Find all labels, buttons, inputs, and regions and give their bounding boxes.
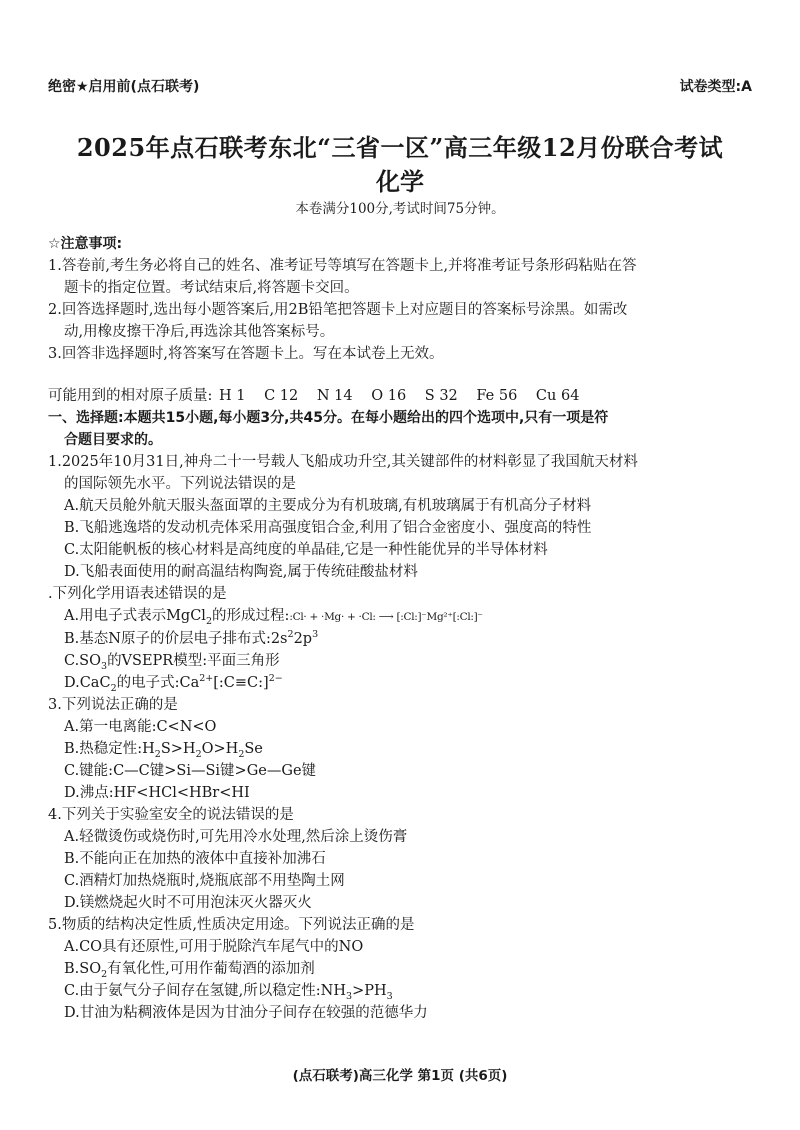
q2-option-a: A.用电子式表示MgCl$_2$的形成过程::Cl· + ·Mg· + ·Cl: ⟶ [:Cl:]⁻Mg²⁺[:Cl:]⁻ (64, 608, 483, 627)
notes-heading: ☆注意事项: (48, 236, 123, 252)
note-line: 3.回答非选择题时,将答案写在答题卡上。写在本试卷上无效。 (48, 346, 444, 362)
section-heading-cont: 合题目要求的。 (64, 432, 162, 448)
note-line: 2.回答选择题时,选出每小题答案后,用2B铅笔把答题卡上对应题目的答案标号涂黑。如需改 (48, 302, 628, 318)
q1-option-b: B.飞船逃逸塔的发动机壳体采用高强度铝合金,利用了铝合金密度小、强度高的特性 (64, 520, 592, 536)
atomic-mass-value: Cu 64 (535, 388, 580, 404)
q5-option-b: $B.SO_2$有氧化性,可用作葡萄酒的添加剂 (64, 961, 315, 980)
q2-stem: .下列化学用语表述错误的是 (48, 586, 227, 602)
q1-stem-cont: 的国际领先水平。下列说法错误的是 (64, 476, 296, 492)
q2-option-d: D.CaC$_2$的电子式$:Ca^{2+}[:C\equiv C:]^{2-}$ (64, 673, 283, 694)
atomic-mass-value: N 14 (316, 388, 353, 404)
atomic-masses-label: 可能用到的相对原子质量: (48, 388, 213, 404)
atomic-mass-value: S 32 (424, 388, 458, 404)
note-line: 题卡的指定位置。考试结束后,将答题卡交回。 (64, 280, 359, 296)
q1-option-a: A.航天员舱外航天服头盔面罩的主要成分为有机玻璃,有机玻璃属于有机高分子材料 (64, 498, 592, 514)
note-line: 1.答卷前,考生务必将自己的姓名、准考证号等填写在答题卡上,并将准考证号条形码粘贴在答 (48, 258, 637, 274)
q3-option-d: D.沸点:HF<HCl<HBr<HI (64, 785, 250, 801)
atomic-masses (48, 385, 752, 407)
q1-option-c: C.太阳能帆板的核心材料是高纯度的单晶硅,它是一种性能优异的半导体材料 (64, 542, 548, 558)
q1-option-d: D.飞船表面使用的耐高温结构陶瓷,属于传统硅酸盐材料 (64, 564, 418, 580)
exam-title: 2025年点石联考东北“三省一区”高三年级12月份联合考试 (76, 133, 724, 162)
q5-stem: 5.物质的结构决定性质,性质决定用途。下列说法正确的是 (48, 917, 415, 933)
note-line: 动,用橡皮擦干净后,再选涂其他答案标号。 (64, 324, 335, 340)
q4-option-b: B.不能向正在加热的液体中直接补加沸石 (64, 851, 326, 867)
exam-body (48, 233, 752, 1024)
q5-option-c: C.由于氨气分子间存在氢键,所以稳定性$:NH_3>PH_3$ (64, 983, 393, 1002)
atomic-mass-value: Fe 56 (476, 388, 518, 404)
atomic-mass-value: H 1 (219, 388, 246, 404)
page-footer: (点石联考)高三化学 第1页 (共6页) (292, 1068, 508, 1084)
q4-stem: 4.下列关于实验室安全的说法错误的是 (48, 807, 294, 823)
q3-option-a: A.第一电离能:C<N<O (64, 719, 217, 735)
q4-option-d: D.镁燃烧起火时不可用泡沫灭火器灭火 (64, 895, 312, 911)
atomic-mass-value: C 12 (264, 388, 299, 404)
exam-info: 本卷满分100分,考试时间75分钟。 (295, 201, 505, 217)
confidential-label: 绝密★启用前(点石联考) (48, 79, 200, 95)
subject-title: 化学 (376, 167, 424, 196)
paper-type-label: 试卷类型:A (679, 79, 752, 95)
q3-option-b: B.热稳定性$:H_2S>H_2O>H_2Se$ (64, 741, 263, 760)
q4-option-c: C.酒精灯加热烧瓶时,烧瓶底部不用垫陶土网 (64, 873, 345, 889)
q5-option-a: A.CO具有还原性,可用于脱除汽车尾气中的NO (64, 939, 364, 955)
electron-formula: :Cl· + ·Mg· + ·Cl: ⟶ [:Cl:]⁻Mg²⁺[:Cl:]⁻ (289, 611, 483, 623)
q4-option-a: A.轻微烫伤或烧伤时,可先用冷水处理,然后涂上烫伤膏 (64, 829, 408, 845)
q2-option-c: $C.SO_3$的VSEPR模型:平面三角形 (64, 653, 280, 672)
q1-stem: 1.2025年10月31日,神舟二十一号载人飞船成功升空,其关键部件的材料彰显了我国航天材料 (48, 454, 638, 470)
q5-option-d: D.甘油为粘稠液体是因为甘油分子间存在较强的范德华力 (64, 1005, 428, 1021)
q2-option-b: B.基态N原子的价层电子排布式$:2s^22p^3$ (64, 629, 319, 647)
q3-stem: 3.下列说法正确的是 (48, 697, 178, 713)
atomic-mass-value: O 16 (371, 388, 407, 404)
header-bar (48, 76, 752, 98)
section-heading: 一、选择题:本题共15小题,每小题3分,共45分。在每小题给出的四个选项中,只有一项是符 (48, 410, 609, 426)
q3-option-c: C.键能:C—C键>Si—Si键>Ge—Ge键 (64, 763, 317, 779)
